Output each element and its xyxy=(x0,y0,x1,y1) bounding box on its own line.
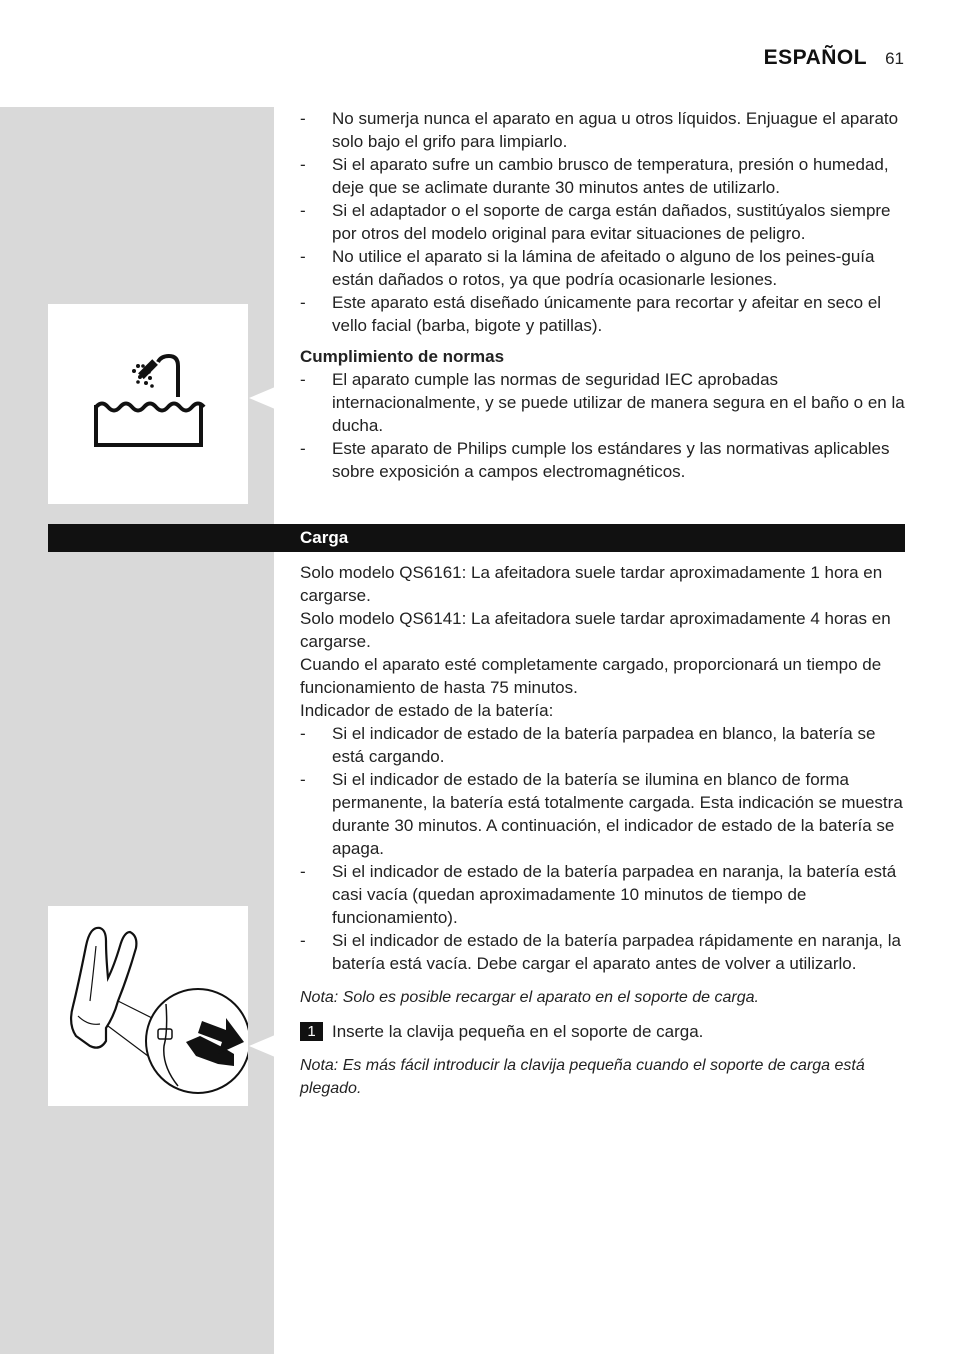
page-header xyxy=(764,46,904,70)
list-item: - Si el indicador de estado de la batería parpadea en naranja, la batería está casi vacía (quedan aproximadamente 10 minutos de tiempo de funcionamiento). xyxy=(300,860,905,929)
figure-pointer xyxy=(249,1035,275,1057)
paragraph: Solo modelo QS6161: La afeitadora suele tardar aproximadamente 1 hora en cargarse. xyxy=(300,563,883,605)
battery-indicator-list xyxy=(300,722,905,975)
compliance-list xyxy=(300,368,905,483)
list-item: - Si el indicador de estado de la batería parpadea rápidamente en naranja, la batería está vacía. Debe cargar el aparato antes de volver a utilizarlo. xyxy=(300,929,905,975)
figure-shower-bath xyxy=(48,304,248,504)
list-item: - El aparato cumple las normas de seguridad IEC aprobadas internacionalmente, y se puede utilizar de manera segura en el baño o en la ducha. xyxy=(300,368,905,437)
list-item: - Si el indicador de estado de la batería parpadea en blanco, la batería se está cargando. xyxy=(300,722,905,768)
list-item: - Si el aparato sufre un cambio brusco de temperatura, presión o humedad, deje que se aclimate durante 30 minutos antes de utilizarlo. xyxy=(300,153,905,199)
list-item: - Si el adaptador o el soporte de carga están dañados, sustitúyalos siempre por otros del modelo original para evitar situaciones de peligro. xyxy=(300,199,905,245)
page-number: 61 xyxy=(885,49,904,68)
note-text: Nota: Es más fácil introducir la clavija pequeña cuando el soporte de carga está plegado. xyxy=(300,1057,865,1097)
list-item: - No utilice el aparato si la lámina de afeitado o alguno de los peines-guía están dañados o rotos, ya que podría ocasionarle lesiones. xyxy=(300,245,905,291)
section-header-bar xyxy=(48,524,905,552)
step-text: Inserte la clavija pequeña en el soporte de carga. xyxy=(332,1022,704,1041)
sidebar-panel xyxy=(0,107,274,1354)
step-number: 1 xyxy=(300,1022,323,1041)
language-title: ESPAÑOL xyxy=(763,46,868,69)
step-instruction xyxy=(300,1020,905,1043)
compliance-heading: Cumplimiento de normas xyxy=(300,347,505,366)
list-item: - Este aparato está diseñado únicamente para recortar y afeitar en seco el vello facial (barba, bigote y patillas). xyxy=(300,291,905,337)
safety-list xyxy=(300,107,905,337)
safety-section xyxy=(300,107,905,483)
list-item: - Este aparato de Philips cumple los estándares y las normativas aplicables sobre exposición a campos electromagnéticos. xyxy=(300,437,905,483)
list-item: - No sumerja nunca el aparato en agua u otros líquidos. Enjuague el aparato solo bajo el grifo para limpiarlo. xyxy=(300,107,905,153)
paragraph: Solo modelo QS6141: La afeitadora suele tardar aproximadamente 4 horas en cargarse. xyxy=(300,609,891,651)
shower-bath-icon xyxy=(48,304,248,504)
figure-pointer xyxy=(249,387,275,409)
section-title: Carga xyxy=(300,528,349,547)
figure-charging-stand xyxy=(48,906,248,1106)
paragraph: Indicador de estado de la batería: xyxy=(300,701,554,720)
charging-stand-illustration xyxy=(48,906,248,1106)
charging-section xyxy=(300,561,905,1100)
paragraph: Cuando el aparato esté completamente cargado, proporcionará un tiempo de funcionamiento de hasta 75 minutos. xyxy=(300,655,882,697)
note-text: Nota: Solo es posible recargar el aparato en el soporte de carga. xyxy=(300,989,759,1006)
list-item: - Si el indicador de estado de la batería se ilumina en blanco de forma permanente, la batería está totalmente cargada. Esta indicación se muestra durante 30 minutos. A continuación, el indicador de estado de la batería se apaga. xyxy=(300,768,905,860)
